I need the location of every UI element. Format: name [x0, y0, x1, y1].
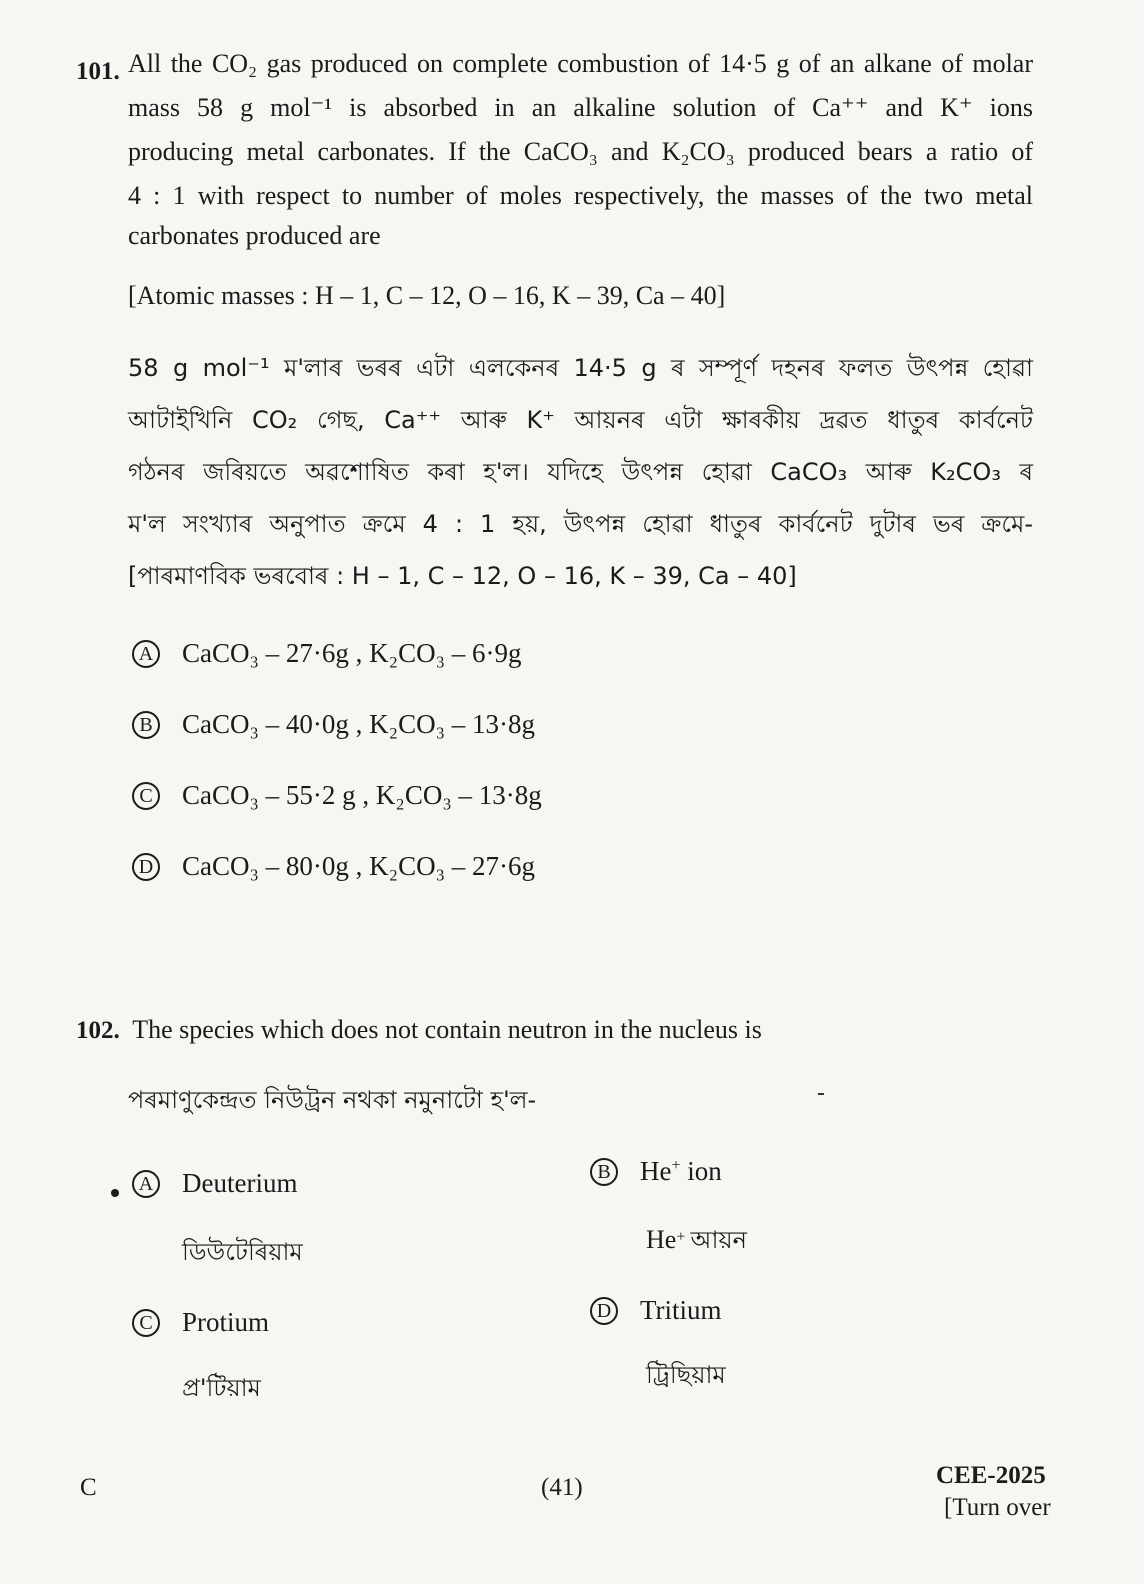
option-text: CaCO₃ – 40·0g , K₂CO₃ – 13·8g: [182, 709, 535, 739]
question-102-english: [76, 1010, 976, 1051]
option-text: Protium: [182, 1307, 270, 1337]
q102-option-d[interactable]: [590, 1295, 722, 1326]
option-c-marker[interactable]: C: [132, 782, 160, 810]
q102-option-c-assamese: প্ৰ'টিয়াম: [182, 1374, 261, 1402]
question-101-english: [128, 44, 1033, 316]
q101-option-b[interactable]: [132, 709, 535, 740]
question-102-number: 102.: [76, 1017, 120, 1044]
page-number: (41): [541, 1474, 583, 1501]
q101-as-line-3: গঠনৰ জৰিয়তে অৱশোষিত কৰা হ'ল। যদিহে উৎপন্ন হোৱা CaCO₃ আৰু K₂CO₃ ৰ: [128, 458, 1033, 486]
q101-atomic-masses-en: [Atomic masses : H – 1, C – 12, O – 16, K – 39, Ca – 40]: [128, 281, 726, 310]
q101-en-line-1: All the CO₂ gas produced on complete combustion of 14·5 g of an alkane of molar: [128, 49, 1033, 78]
q101-en-line-5: carbonates produced are: [128, 221, 381, 250]
option-d-marker[interactable]: D: [132, 853, 160, 881]
q101-option-a[interactable]: [132, 638, 521, 669]
option-text: CaCO₃ – 55·2 g , K₂CO₃ – 13·8g: [182, 780, 542, 810]
question-101-assamese: [128, 348, 1033, 596]
option-text: CaCO₃ – 80·0g , K₂CO₃ – 27·6g: [182, 851, 535, 881]
option-c-marker[interactable]: C: [132, 1309, 160, 1337]
option-a-marker[interactable]: A: [132, 640, 160, 668]
turn-over-note: [Turn over: [944, 1494, 1051, 1521]
q101-option-c[interactable]: [132, 780, 542, 811]
option-text: Tritium: [640, 1295, 722, 1325]
q101-en-line-4: 4 : 1 with respect to number of moles respectively, the masses of the two metal: [128, 181, 1033, 210]
booklet-series: C: [80, 1474, 97, 1501]
option-text: He+ ion: [640, 1156, 722, 1186]
q101-en-line-2: mass 58 g mol⁻¹ is absorbed in an alkaline solution of Ca⁺⁺ and K⁺ ions: [128, 93, 1033, 122]
option-b-marker[interactable]: B: [590, 1158, 618, 1186]
q102-en-text: The species which does not contain neutron in the nucleus is: [132, 1015, 762, 1044]
option-text: Deuterium: [182, 1168, 298, 1198]
pen-dot-mark: [111, 1189, 119, 1197]
option-d-marker[interactable]: D: [590, 1297, 618, 1325]
q102-option-a[interactable]: [132, 1168, 297, 1199]
q101-as-line-1: 58 g mol⁻¹ ম'লাৰ ভৰৰ এটা এলকেনৰ 14·5 g ৰ সম্পূৰ্ণ দহনৰ ফলত উৎপন্ন হোৱা: [128, 354, 1033, 382]
option-text: CaCO₃ – 27·6g , K₂CO₃ – 6·9g: [182, 638, 522, 668]
q102-option-b[interactable]: [590, 1156, 722, 1187]
q101-en-line-3: producing metal carbonates. If the CaCO₃ and K₂CO₃ produced bears a ratio of: [128, 137, 1033, 166]
option-a-marker[interactable]: A: [132, 1170, 160, 1198]
q101-as-line-4: ম'ল সংখ্যাৰ অনুপাত ক্ৰমে 4 : 1 হয়, উৎপন্ন হোৱা ধাতুৰ কাৰ্বনেট দুটাৰ ভৰ ক্ৰমে-: [128, 510, 1033, 538]
q101-as-line-2: আটাইখিনি CO₂ গেছ, Ca⁺⁺ আৰু K⁺ আয়নৰ এটা ক্ষাৰকীয় দ্ৰৱত ধাতুৰ কাৰ্বনেট: [128, 406, 1033, 434]
q102-option-d-assamese: ট্ৰিছিয়াম: [646, 1361, 726, 1389]
question-102-assamese: পৰমাণুকেন্দ্ৰত নিউট্ৰন নথকা নমুনাটো হ'ল-: [128, 1086, 537, 1114]
q102-option-c[interactable]: [132, 1307, 269, 1338]
exam-code: CEE-2025: [936, 1462, 1046, 1489]
stray-pen-mark: [818, 1093, 824, 1095]
q101-atomic-masses-as: [পাৰমাণবিক ভৰবোৰ : H – 1, C – 12, O – 16, K – 39, Ca – 40]: [128, 562, 797, 590]
option-b-marker[interactable]: B: [132, 711, 160, 739]
q102-option-b-assamese: He+ আয়ন: [646, 1225, 747, 1254]
q101-option-d[interactable]: [132, 851, 535, 882]
question-101-number: 101.: [76, 58, 120, 85]
q102-option-a-assamese: ডিউটেৰিয়াম: [182, 1238, 303, 1266]
